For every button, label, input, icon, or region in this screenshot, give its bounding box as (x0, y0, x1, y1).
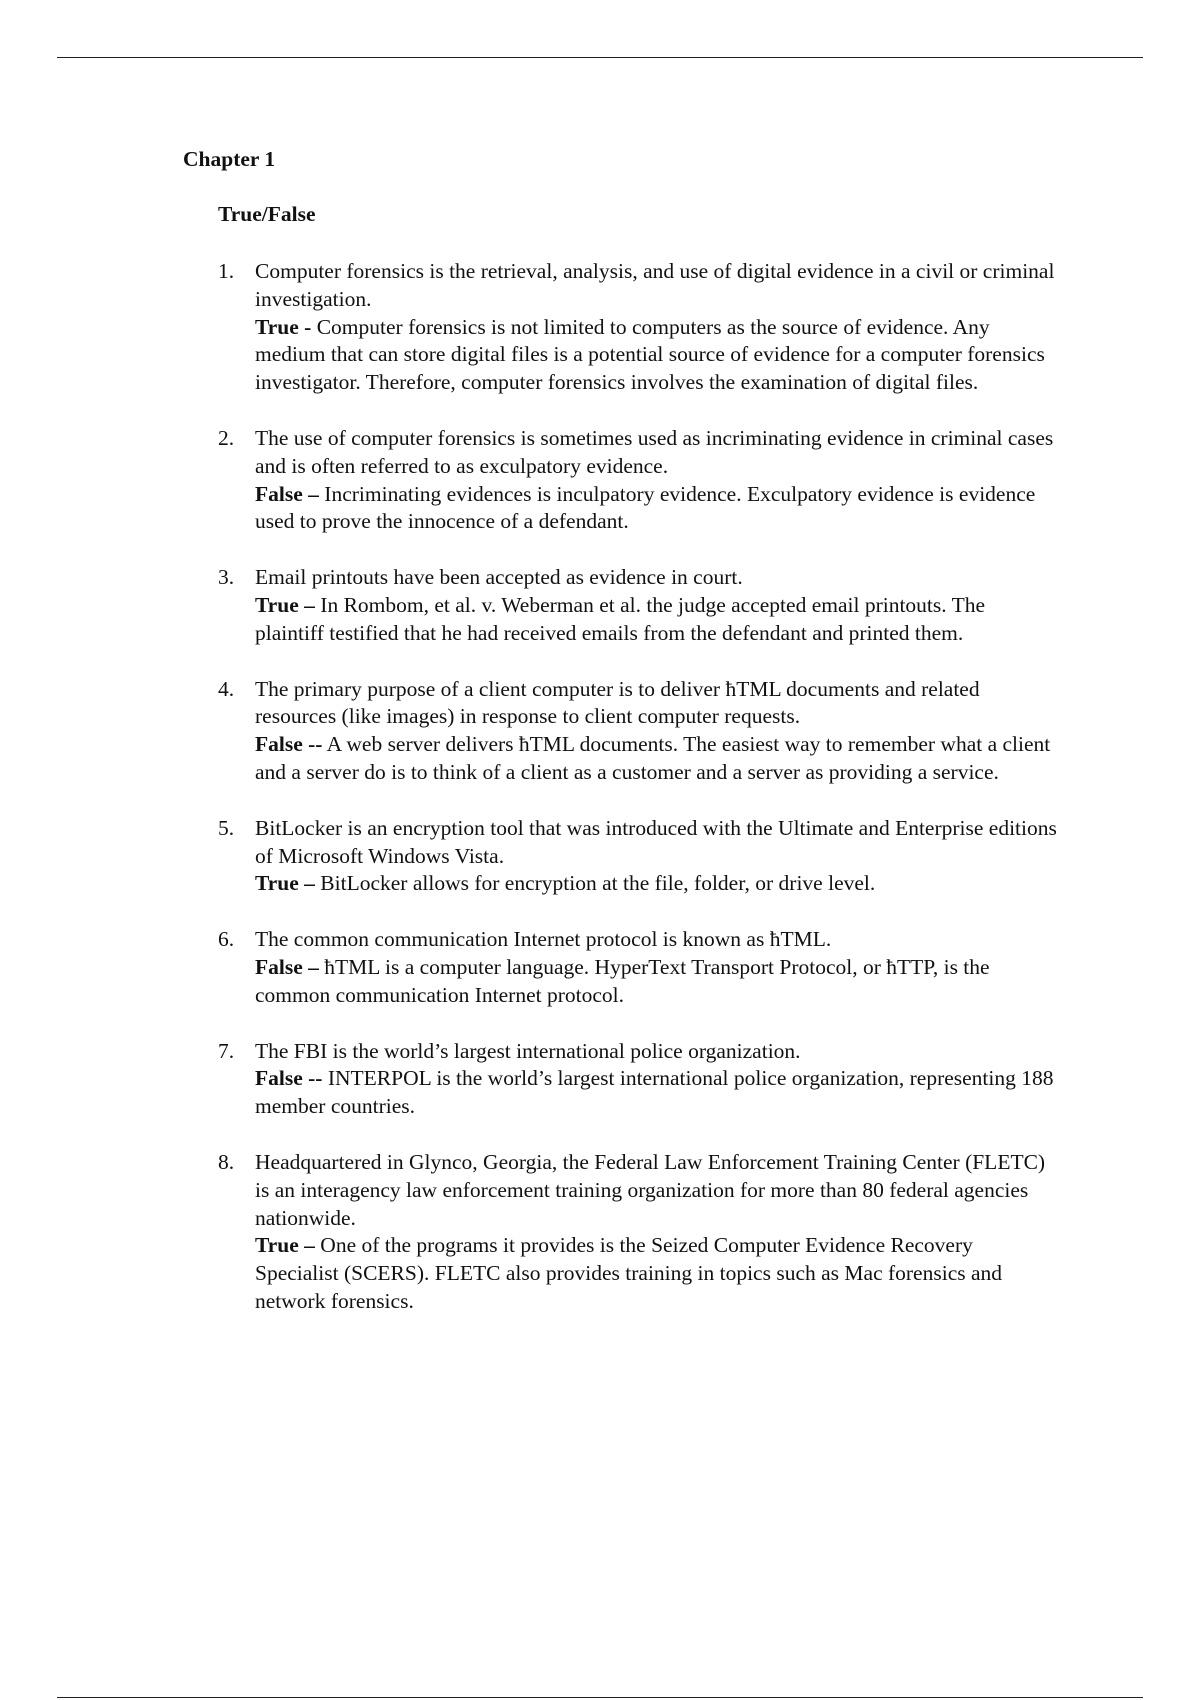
question-text: Email printouts have been accepted as evidence in court. (255, 565, 743, 590)
question-list (218, 258, 1058, 1344)
header-rule (57, 57, 1143, 58)
question-item (218, 676, 1058, 787)
question-item (218, 425, 1058, 536)
question-item (218, 1149, 1058, 1316)
answer-explanation: Incriminating evidences is inculpatory evidence. Exculpatory evidence is evidence used to prove the innocence of a defendant. (255, 481, 1036, 534)
answer-verdict: False -- (255, 1066, 323, 1091)
answer-explanation: ħTML is a computer language. HyperText Transport Protocol, or ħTTP, is the common communication Internet protocol. (255, 954, 990, 1007)
answer-verdict: False -- (255, 732, 323, 757)
answer-text (255, 1232, 1058, 1315)
section-heading: True/False (218, 202, 316, 226)
question-number: 8. (218, 1149, 235, 1174)
answer-verdict: False – (255, 481, 319, 506)
question-number: 1. (218, 259, 235, 283)
answer-text (255, 731, 1058, 787)
question-number: 2. (218, 425, 235, 450)
footer-rule (57, 1697, 1143, 1698)
question-text: The FBI is the world’s largest international police organization. (255, 1038, 801, 1063)
answer-text (255, 870, 1058, 898)
question-text: Computer forensics is the retrieval, analysis, and use of digital evidence in a civil or criminal investigation. (255, 259, 1055, 311)
question-item (218, 926, 1058, 1009)
answer-verdict: True – (255, 1233, 315, 1258)
answer-text (255, 1065, 1058, 1121)
answer-verdict: True – (255, 592, 315, 617)
question-text: The primary purpose of a client computer is to deliver ħTML documents and related resources (like images) in response to client computer requests. (255, 676, 980, 729)
answer-explanation: One of the programs it provides is the Seized Computer Evidence Recovery Specialist (SCERS). FLETC also provides training in topics such as Mac forensics and network forensics. (255, 1233, 1003, 1313)
answer-verdict: True - (255, 314, 312, 339)
answer-explanation: INTERPOL is the world’s largest international police organization, representing 188 member countries. (255, 1066, 1054, 1119)
answer-explanation: Computer forensics is not limited to computers as the source of evidence. Any medium that can store digital files is a potential source of evidence for a computer forensics investigator. Therefore, computer forensics involves the examination of digital files. (255, 314, 1045, 395)
question-item (218, 564, 1058, 647)
question-text: BitLocker is an encryption tool that was introduced with the Ultimate and Enterprise editions of Microsoft Windows Vista. (255, 815, 1057, 868)
answer-verdict: False – (255, 954, 319, 979)
question-number: 5. (218, 815, 235, 840)
answer-text (255, 592, 1058, 648)
question-number: 3. (218, 565, 235, 590)
answer-explanation: BitLocker allows for encryption at the file, folder, or drive level. (314, 871, 876, 896)
question-text: The use of computer forensics is sometimes used as incriminating evidence in criminal cases and is often referred to as exculpatory evidence. (255, 425, 1054, 478)
question-number: 7. (218, 1038, 235, 1063)
chapter-heading: Chapter 1 (183, 147, 276, 171)
answer-explanation: In Rombom, et al. v. Weberman et al. the judge accepted email printouts. The plaintiff testified that he had received emails from the defendant and printed them. (255, 592, 986, 645)
question-number: 4. (218, 676, 235, 701)
question-item (218, 1038, 1058, 1121)
question-text: The common communication Internet protocol is known as ħTML. (255, 927, 832, 952)
question-number: 6. (218, 927, 235, 952)
answer-text (255, 954, 1058, 1010)
question-text: Headquartered in Glynco, Georgia, the Federal Law Enforcement Training Center (FLETC) is an interagency law enforcement training organization for more than 80 federal agencies nationwide. (255, 1149, 1046, 1230)
answer-explanation: A web server delivers ħTML documents. The easiest way to remember what a client and a server do is to think of a client as a customer and a server as providing a service. (255, 732, 1051, 784)
answer-text (255, 314, 1058, 397)
question-item (218, 258, 1058, 397)
answer-verdict: True – (255, 871, 315, 896)
question-item (218, 815, 1058, 898)
answer-text (255, 481, 1058, 537)
